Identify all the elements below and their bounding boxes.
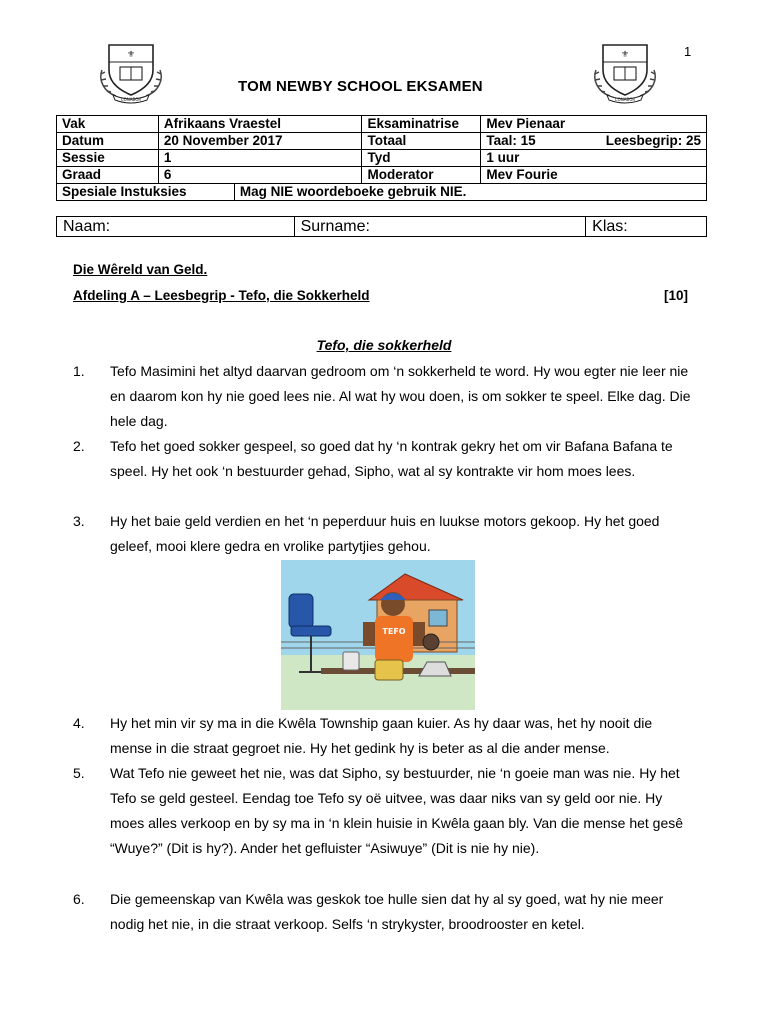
spesiale-value: Mag NIE woordeboeke gebruik NIE. <box>234 184 706 201</box>
section-marks: [10] <box>664 288 689 303</box>
school-exam-title: TOM NEWBY SCHOOL EKSAMEN <box>238 78 483 95</box>
sessie-label: Sessie <box>57 150 159 167</box>
page-number: 1 <box>684 44 692 59</box>
datum-label: Datum <box>57 133 159 150</box>
paragraph-number: 4. <box>73 715 85 731</box>
vak-value: Afrikaans Vraestel <box>158 116 362 133</box>
paragraph-number: 6. <box>73 891 85 907</box>
klas-field[interactable]: Klas: <box>586 217 707 237</box>
tyd-value: 1 uur <box>481 150 707 167</box>
moderator-value: Mev Fourie <box>481 167 707 184</box>
paragraph-text: Hy het min vir sy ma in die Kwêla Township gaan kuier. As hy daar was, het hy nooit die mense in die straat gegroet nie. Hy het gedink hy is beter as al die ander mense. <box>110 715 653 756</box>
graad-label: Graad <box>57 167 159 184</box>
eksaminatrise-label: Eksaminatrise <box>362 116 481 133</box>
paragraph-text: Wat Tefo nie geweet het nie, was dat Sipho, sy bestuurder, nie ‘n goeie man was nie. Hy het Tefo se geld gesteel. Eendag toe Tefo sy oë uitvee, was daar niks van sy geld oor nie. Hy moes alles verkoop en by sy ma in ‘n klein huisie in Kwêla gaan bly. Van die mense het gesê “Wuye?” (Dit is hy?). Ander het gefluister “Asiwuye” (Dit is nie hy nie). <box>110 765 684 856</box>
info-row-vak <box>57 116 707 133</box>
surname-field[interactable]: Surname: <box>294 217 586 237</box>
paragraph-text: Hy het baie geld verdien en het ‘n peperduur huis en luukse motors gekoop. Hy het goed geleef, mooi klere gedra en vrolike partytjies gehou. <box>110 513 660 554</box>
student-name-table <box>56 216 707 237</box>
paragraph-text: Tefo Masimini het altyd daarvan gedroom om ‘n sokkerheld te word. Hy wou egter nie leer nie en daarom kon hy nie goed lees nie. Al wat hy wou doen, is om sokker te speel. Elke dag. Die hele dag. <box>110 363 691 429</box>
paragraph-number: 1. <box>73 363 85 379</box>
story-title: Tefo, die sokkerheld <box>316 337 452 353</box>
taal-value: Taal: 15 <box>486 133 536 148</box>
paragraph-text: Tefo het goed sokker gespeel, so goed dat hy ‘n kontrak gekry het om vir Bafana Bafana te speel. Hy het ook ‘n bestuurder gehad, Sipho, wat al sy kontrakte vir hom moes lees. <box>110 438 673 479</box>
svg-text:⚜: ⚜ <box>126 50 136 60</box>
naam-field[interactable]: Naam: <box>57 217 295 237</box>
eksaminatrise-value: Mev Pienaar <box>481 116 707 133</box>
paragraph-5 <box>73 761 695 861</box>
info-row-spesiale <box>57 184 707 201</box>
paragraph-1 <box>73 359 695 434</box>
tyd-label: Tyd <box>362 150 481 167</box>
paragraph-4 <box>73 711 695 761</box>
school-crest-logo-left <box>96 40 166 104</box>
spesiale-label: Spesiale Instuksies <box>57 184 235 201</box>
sessie-value: 1 <box>158 150 362 167</box>
section-title: Die Wêreld van Geld. <box>73 262 208 277</box>
info-row-datum <box>57 133 707 150</box>
paragraph-3 <box>73 509 695 559</box>
afdeling-heading: Afdeling A – Leesbegrip - Tefo, die Sokkerheld <box>73 288 370 303</box>
info-row-graad <box>57 167 707 184</box>
paragraph-2 <box>73 434 695 484</box>
exam-info-table <box>56 115 707 201</box>
svg-text:⚜: ⚜ <box>620 50 630 60</box>
svg-text:CONABOR: CONABOR <box>120 97 142 102</box>
totaal-label: Totaal <box>362 133 481 150</box>
paragraph-number: 5. <box>73 765 85 781</box>
totaal-value <box>481 133 707 150</box>
info-row-sessie <box>57 150 707 167</box>
svg-text:TEFO: TEFO <box>382 627 406 636</box>
graad-value: 6 <box>158 167 362 184</box>
paragraph-6 <box>73 887 695 937</box>
paragraph-number: 2. <box>73 438 85 454</box>
datum-value: 20 November 2017 <box>158 133 362 150</box>
vak-label: Vak <box>57 116 159 133</box>
school-crest-logo-right <box>590 40 660 104</box>
tefo-selling-goods-illustration <box>281 560 475 710</box>
paragraph-number: 3. <box>73 513 85 529</box>
leesbegrip-value: Leesbegrip: 25 <box>605 133 701 148</box>
svg-text:CONABOR: CONABOR <box>614 97 636 102</box>
paragraph-text: Die gemeenskap van Kwêla was geskok toe hulle sien dat hy al sy goed, wat hy nie meer nodig het nie, in die straat verkoop. Selfs ‘n strykyster, broodrooster en ketel. <box>110 891 664 932</box>
moderator-label: Moderator <box>362 167 481 184</box>
